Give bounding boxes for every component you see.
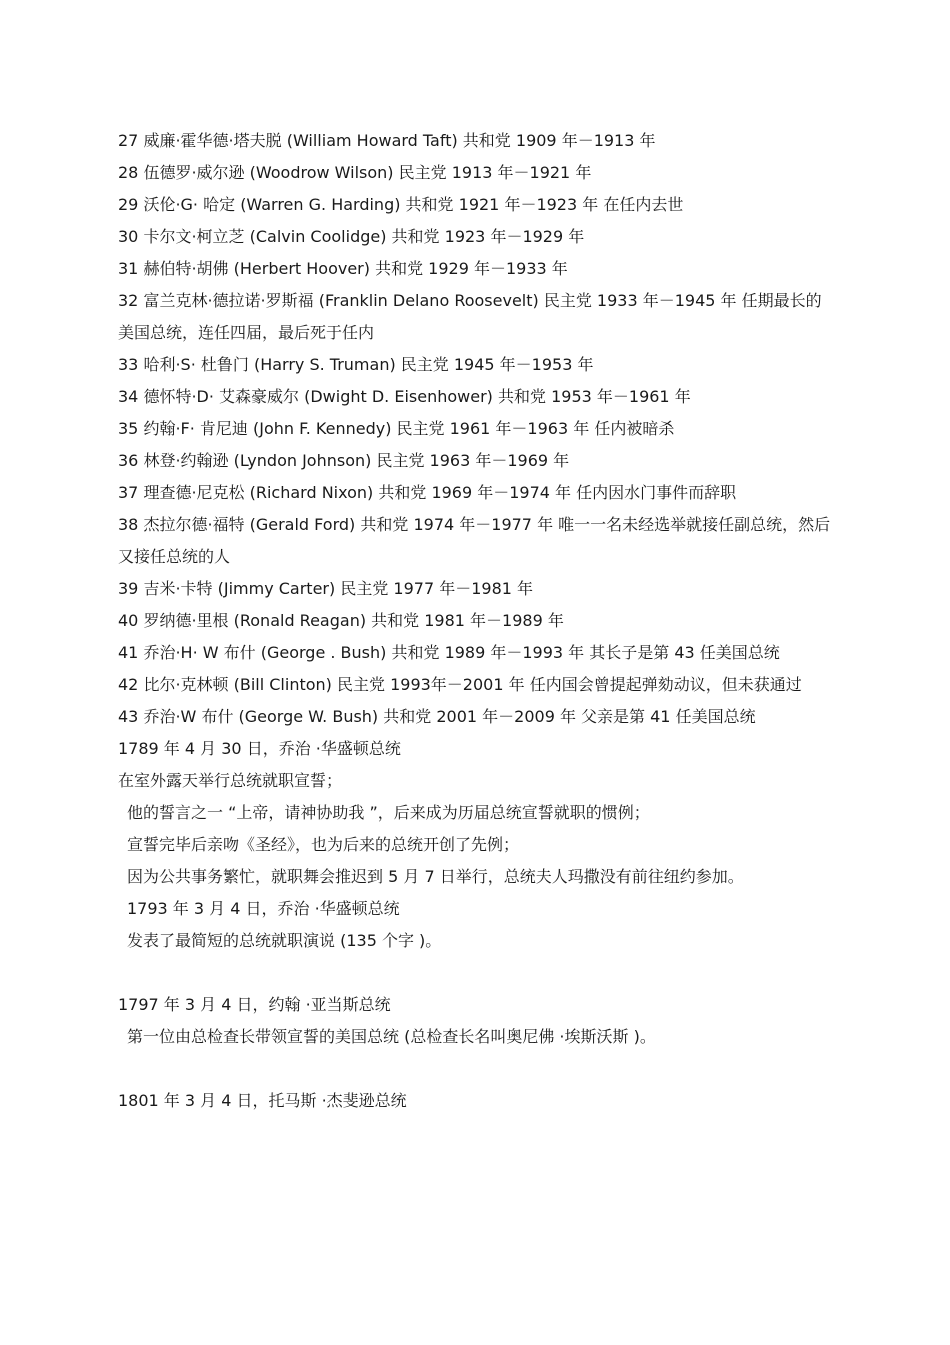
president-entry: 32 富兰克林·德拉诺·罗斯福 (Franklin Delano Roosevelt) 民主党 1933 年－1945 年 任期最长的美国总统，连任四届，最后死于任内 — [118, 291, 822, 342]
president-entry: 28 伍德罗·威尔逊 (Woodrow Wilson) 民主党 1913 年－1921 年 — [118, 163, 592, 182]
event-detail: 宣誓完毕后亲吻《圣经》，也为后来的总统开创了先例； — [127, 835, 520, 854]
spacer — [118, 1053, 834, 1085]
event-date: 1793 年 3 月 4 日，乔治 ·华盛顿总统 — [127, 899, 400, 918]
president-entry: 42 比尔·克林顿 (Bill Clinton) 民主党 1993年－2001 年 任内国会曾提起弹劾动议，但未获通过 — [118, 675, 802, 694]
president-entry: 36 林登·约翰逊 (Lyndon Johnson) 民主党 1963 年－1969 年 — [118, 451, 570, 470]
president-entry: 37 理查德·尼克松 (Richard Nixon) 共和党 1969 年－1974 年 任内因水门事件而辞职 — [118, 483, 737, 502]
president-entry: 31 赫伯特·胡佛 (Herbert Hoover) 共和党 1929 年－1933 年 — [118, 259, 568, 278]
president-entry: 41 乔治·H· W 布什 (George . Bush) 共和党 1989 年－1993 年 其长子是第 43 任美国总统 — [118, 643, 780, 662]
event-detail: 发表了最简短的总统就职演说 (135 个字 )。 — [127, 931, 442, 950]
event-detail: 在室外露天举行总统就职宣誓； — [118, 771, 343, 790]
president-entry: 30 卡尔文·柯立芝 (Calvin Coolidge) 共和党 1923 年－1929 年 — [118, 227, 585, 246]
president-entry: 38 杰拉尔德·福特 (Gerald Ford) 共和党 1974 年－1977 年 唯一一名未经选举就接任副总统，然后又接任总统的人 — [118, 515, 831, 566]
event-date: 1789 年 4 月 30 日，乔治 ·华盛顿总统 — [118, 739, 401, 758]
president-entry: 43 乔治·W 布什 (George W. Bush) 共和党 2001 年－2009 年 父亲是第 41 任美国总统 — [118, 707, 756, 726]
event-detail: 第一位由总检查长带领宣誓的美国总统 (总检查长名叫奥尼佛 ·埃斯沃斯 )。 — [127, 1027, 656, 1046]
president-entry: 40 罗纳德·里根 (Ronald Reagan) 共和党 1981 年－1989 年 — [118, 611, 564, 630]
president-entry: 34 德怀特·D· 艾森豪威尔 (Dwight D. Eisenhower) 共和党 1953 年－1961 年 — [118, 387, 691, 406]
event-detail: 他的誓言之一 “上帝，请神协助我 ”，后来成为历届总统宣誓就职的惯例； — [127, 803, 650, 822]
president-entry: 33 哈利·S· 杜鲁门 (Harry S. Truman) 民主党 1945 年－1953 年 — [118, 355, 594, 374]
spacer — [118, 957, 834, 989]
president-entry: 27 威廉·霍华德·塔夫脱 (William Howard Taft) 共和党 1909 年－1913 年 — [118, 131, 656, 150]
event-detail: 因为公共事务繁忙，就职舞会推迟到 5 月 7 日举行，总统夫人玛撒没有前往纽约参加。 — [127, 867, 744, 886]
president-entry: 35 约翰·F· 肯尼迪 (John F. Kennedy) 民主党 1961 年－1963 年 任内被暗杀 — [118, 419, 675, 438]
president-entry: 39 吉米·卡特 (Jimmy Carter) 民主党 1977 年－1981 年 — [118, 579, 534, 598]
president-entry: 29 沃伦·G· 哈定 (Warren G. Harding) 共和党 1921 年－1923 年 在任内去世 — [118, 195, 684, 214]
event-date: 1801 年 3 月 4 日，托马斯 ·杰斐逊总统 — [118, 1091, 407, 1110]
event-date: 1797 年 3 月 4 日，约翰 ·亚当斯总统 — [118, 995, 391, 1014]
document-body — [118, 125, 834, 1117]
